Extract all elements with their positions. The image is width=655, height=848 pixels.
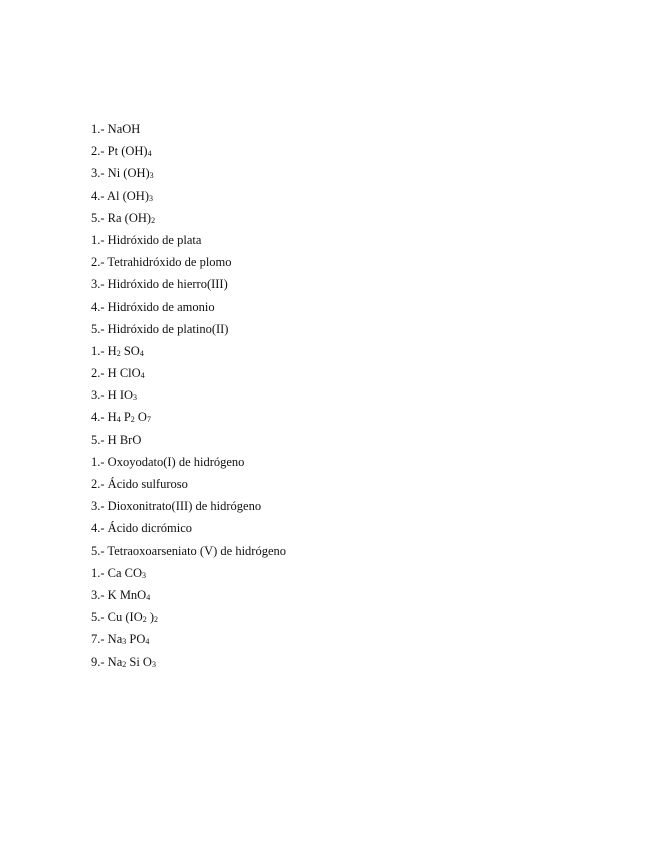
line-text: 1.- Oxoyodato(I) de hidrógeno (91, 454, 245, 469)
line-text: 5.- Tetraoxoarseniato (V) de hidrógeno (91, 543, 287, 558)
line-text: 1.- NaOH (91, 122, 141, 136)
subscript: 4 (145, 637, 150, 647)
line-text: 5.- Hidróxido de platino(II) (91, 321, 229, 336)
line-text: 3.- H IO (91, 388, 134, 403)
line-text: 4.- H (91, 410, 117, 425)
subscript: 3 (149, 171, 154, 181)
list-item (91, 540, 286, 562)
line-text: SO (120, 343, 140, 358)
list-item (91, 362, 286, 384)
list-item (91, 406, 286, 428)
list-item (91, 162, 286, 184)
subscript: 4 (116, 415, 121, 425)
subscript: 7 (146, 415, 151, 425)
subscript: 4 (140, 371, 145, 381)
formula-list (91, 118, 286, 673)
list-item (91, 517, 286, 539)
subscript: 2 (142, 615, 147, 625)
subscript: 3 (148, 193, 153, 203)
line-text: 3.- Hidróxido de hierro(III) (91, 277, 228, 292)
list-item (91, 384, 286, 406)
list-item (91, 562, 286, 584)
line-text: 1.- Ca CO (91, 565, 143, 580)
list-item (91, 340, 286, 362)
line-text: 2.- Ácido sulfuroso (91, 477, 188, 491)
line-text: P (120, 410, 131, 425)
list-item (91, 273, 286, 295)
subscript: 2 (116, 348, 121, 358)
line-text: 5.- H BrO (91, 432, 142, 447)
list-item (91, 606, 286, 628)
list-item (91, 229, 286, 251)
subscript: 2 (130, 415, 135, 425)
subscript: 4 (139, 348, 144, 358)
list-item (91, 651, 286, 673)
line-text: 4.- Ácido dicrómico (91, 521, 193, 536)
line-text: ) (146, 610, 155, 625)
line-text: 5.- Ra (OH) (91, 210, 152, 225)
line-text: 4.- Hidróxido de amonio (91, 299, 215, 314)
line-text: Si O (126, 654, 152, 669)
line-text: 1.- Hidróxido de plata (91, 232, 202, 247)
list-item (91, 495, 286, 517)
subscript: 2 (151, 215, 156, 225)
list-item (91, 185, 286, 207)
line-text: 2.- H ClO (91, 366, 141, 381)
subscript: 2 (122, 659, 127, 669)
subscript: 3 (122, 637, 127, 647)
list-item (91, 451, 286, 473)
line-text: 3.- Dioxonitrato(III) de hidrógeno (91, 499, 262, 514)
list-item (91, 473, 286, 495)
line-text: 4.- Al (OH) (91, 188, 149, 203)
line-text: 2.- Pt (OH) (91, 144, 148, 159)
list-item (91, 118, 286, 140)
list-item (91, 584, 286, 606)
line-text: 5.- Cu (IO (91, 610, 143, 625)
list-item (91, 140, 286, 162)
line-text: 9.- Na (91, 654, 123, 669)
subscript: 3 (133, 393, 138, 403)
subscript: 4 (146, 592, 151, 602)
list-item (91, 251, 286, 273)
line-text: 3.- Ni (OH) (91, 166, 150, 181)
line-text: O (134, 410, 147, 425)
list-item (91, 318, 286, 340)
list-item (91, 207, 286, 229)
line-text: 7.- Na (91, 632, 123, 647)
line-text: 2.- Tetrahidróxido de plomo (91, 255, 232, 270)
line-text: PO (126, 632, 146, 647)
subscript: 4 (147, 149, 152, 159)
line-text: 1.- H (91, 343, 117, 358)
subscript: 2 (154, 615, 159, 625)
subscript: 3 (142, 570, 147, 580)
list-item (91, 296, 286, 318)
list-item (91, 429, 286, 451)
list-item (91, 628, 286, 650)
line-text: 3.- K MnO (91, 587, 147, 602)
subscript: 3 (151, 659, 156, 669)
